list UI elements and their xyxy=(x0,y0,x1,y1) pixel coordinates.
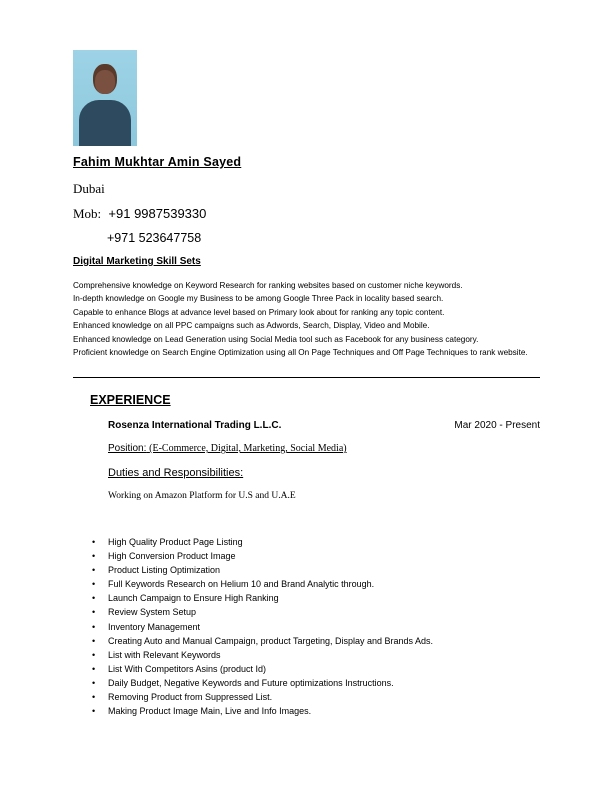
bullet-icon: • xyxy=(92,677,96,688)
city: Dubai xyxy=(73,181,105,196)
bullet-icon: • xyxy=(92,706,96,717)
list-item: • High Quality Product Page Listing xyxy=(92,535,433,549)
list-item: • Making Product Image Main, Live and Info Images. xyxy=(92,704,433,718)
section-divider xyxy=(73,377,540,378)
bullet-icon: • xyxy=(92,635,96,646)
position-label: Position: xyxy=(108,443,147,454)
skill-item: Capable to enhance Blogs at advance level based on Primary look about for ranking any topic content. xyxy=(73,307,445,317)
employment-dates: Mar 2020 - Present xyxy=(454,420,540,431)
experience-summary: Working on Amazon Platform for U.S and U.A.E xyxy=(108,491,296,501)
skill-item: Enhanced knowledge on Lead Generation using Social Media tool such as Facebook for any business category. xyxy=(73,334,479,344)
bullet-icon: • xyxy=(92,649,96,660)
list-item: • Removing Product from Suppressed List. xyxy=(92,690,433,704)
bullet-icon: • xyxy=(92,692,96,703)
company-name: Rosenza International Trading L.L.C. xyxy=(108,420,282,431)
list-item: • Creating Auto and Manual Campaign, product Targeting, Display and Brands Ads. xyxy=(92,634,433,648)
mobile-line xyxy=(73,206,206,222)
skills-list xyxy=(73,279,543,359)
bullet-icon: • xyxy=(92,537,96,547)
bullet-icon: • xyxy=(92,607,96,618)
skill-item: Comprehensive knowledge on Keyword Research for ranking websites based on customer niche keywords. xyxy=(73,281,463,290)
list-item: • List With Competitors Asins (product Id) xyxy=(92,662,433,676)
candidate-name: Fahim Mukhtar Amin Sayed xyxy=(73,155,242,169)
photo-shirt xyxy=(79,100,131,146)
bullet-icon: • xyxy=(92,663,96,674)
skill-item: In-depth knowledge on Google my Business to be among Google Three Pack in locality based search. xyxy=(73,294,444,304)
bullet-icon: • xyxy=(92,565,96,576)
position xyxy=(108,443,347,454)
list-item: • Review System Setup xyxy=(92,605,433,619)
duties-list xyxy=(92,535,433,718)
mobile-label: Mob: xyxy=(73,206,102,221)
profile-photo xyxy=(73,50,137,146)
experience-heading: EXPERIENCE xyxy=(90,393,171,407)
list-item: • List with Relevant Keywords xyxy=(92,648,433,662)
skills-heading: Digital Marketing Skill Sets xyxy=(73,256,201,267)
phone-2: +971 523647758 xyxy=(107,231,202,245)
skill-item: Proficient knowledge on Search Engine Optimization using all On Page Techniques and Off Page Techniques to rank website. xyxy=(73,348,528,358)
list-item: • Product Listing Optimization xyxy=(92,563,433,577)
duties-heading: Duties and Responsibilities: xyxy=(108,467,244,479)
bullet-icon: • xyxy=(92,551,96,562)
list-item: • Daily Budget, Negative Keywords and Future optimizations Instructions. xyxy=(92,676,433,690)
list-item: • High Conversion Product Image xyxy=(92,549,433,563)
list-item: • Full Keywords Research on Helium 10 and Brand Analytic through. xyxy=(92,577,433,591)
bullet-icon: • xyxy=(92,621,96,632)
list-item: • Launch Campaign to Ensure High Ranking xyxy=(92,591,433,605)
skill-item: Enhanced knowledge on all PPC campaigns such as Adwords, Search, Display, Video and Mobile. xyxy=(73,321,430,331)
position-value: (E-Commerce, Digital, Marketing, Social Media) xyxy=(149,443,347,454)
phone-1: +91 9987539330 xyxy=(108,206,207,221)
list-item: • Inventory Management xyxy=(92,620,433,634)
bullet-icon: • xyxy=(92,593,96,604)
bullet-icon: • xyxy=(92,579,96,590)
photo-face xyxy=(95,70,115,94)
